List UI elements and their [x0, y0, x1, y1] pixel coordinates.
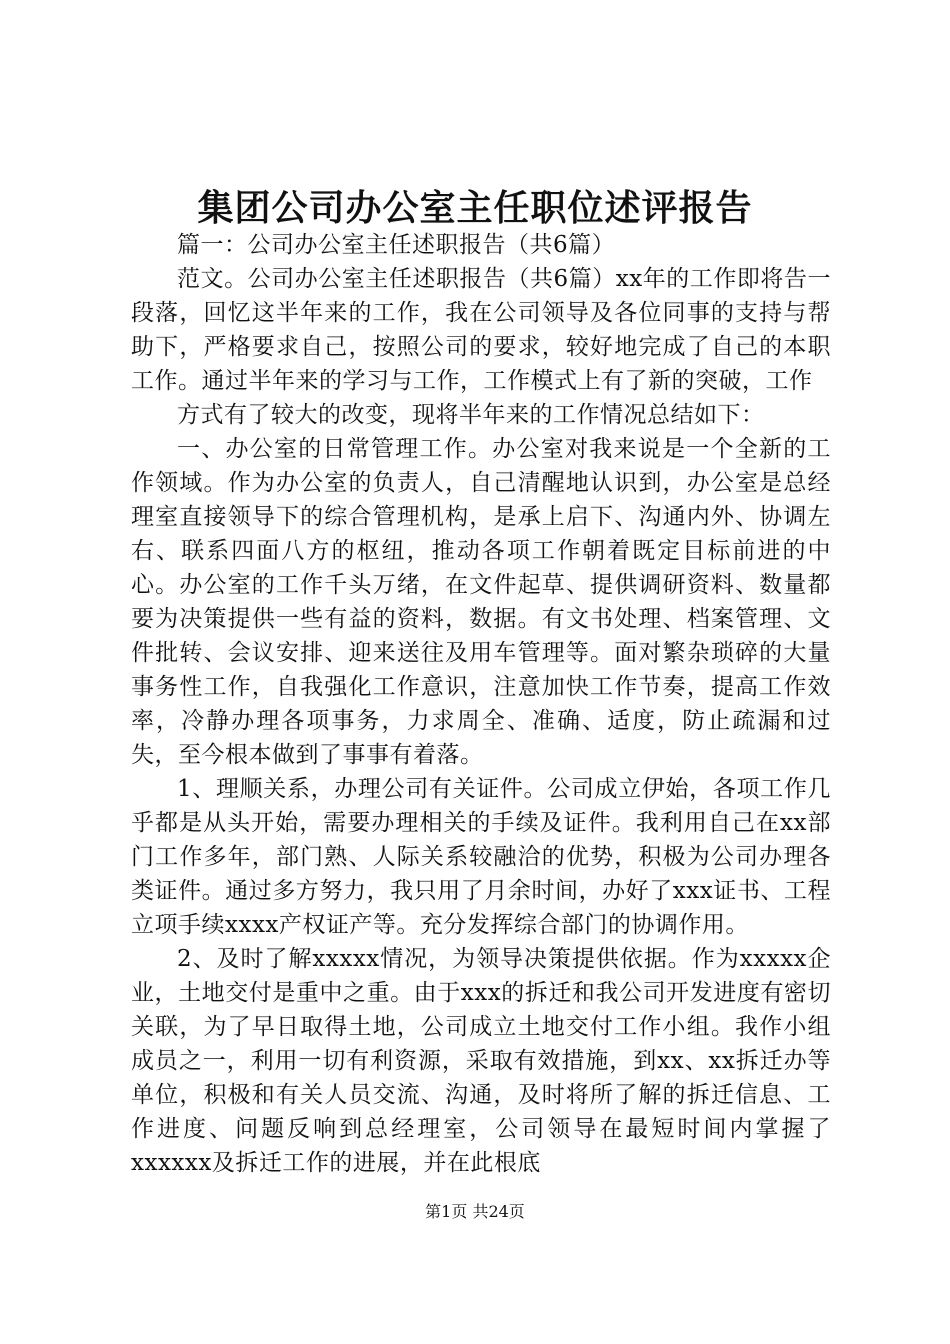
paragraph: 一、办公室的日常管理工作。办公室对我来说是一个全新的工作领域。作为办公室的负责人，自己清醒地认识到，办公室是总经理室直接领导下的综合管理机构，是承上启下、沟通内外、协调左右、联系四面八方的枢纽，推动各项工作朝着既定目标前进的中心。办公室的工作千头万绪，在文件起草、提供调研资料、数量都要为决策提供一些有益的资料，数据。有文书处理、档案管理、文件批转、会议安排、迎来送往及用车管理等。面对繁杂琐碎的大量事务性工作，自我强化工作意识，注意加快工作节奏，提高工作效率，冷静办理各项事务，力求周全、准确、适度，防止疏漏和过失，至今根本做到了事事有着落。	[131, 436, 831, 768]
page-footer: 第1页 共24页	[425, 1202, 525, 1221]
document-body	[131, 228, 831, 1180]
paragraph: 范文。公司办公室主任述职报告（共6篇）xx年的工作即将告一段落，回忆这半年来的工作，我在公司领导及各位同事的支持与帮助下，严格要求自己，按照公司的要求，较好地完成了自己的本职工作。通过半年来的学习与工作，工作模式上有了新的突破，工作	[131, 266, 831, 394]
paragraph: 1、理顺关系，办理公司有关证件。公司成立伊始，各项工作几乎都是从头开始，需要办理相关的手续及证件。我利用自己在xx部门工作多年，部门熟、人际关系较融洽的优势，积极为公司办理各类证件。通过多方努力，我只用了月余时间，办好了xxx证书、工程立项手续xxxx产权证产等。充分发挥综合部门的协调作用。	[131, 776, 831, 938]
paragraph: 2、及时了解xxxxx情况，为领导决策提供依据。作为xxxxx企业，土地交付是重中之重。由于xxx的拆迁和我公司开发进度有密切关联，为了早日取得土地，公司成立土地交付工作小组。我作小组成员之一，利用一切有利资源，采取有效措施，到xx、xx拆迁办等单位，积极和有关人员交流、沟通，及时将所了解的拆迁信息、工作进度、问题反响到总经理室，公司领导在最短时间内掌握了xxxxxx及拆迁工作的进展，并在此根底	[131, 946, 831, 1176]
paragraph: 方式有了较大的改变，现将半年来的工作情况总结如下：	[177, 402, 765, 428]
document-title: 集团公司办公室主任职位述评报告	[197, 187, 753, 229]
paragraph-heading: 篇一：公司办公室主任述职报告（共6篇）	[177, 232, 616, 258]
